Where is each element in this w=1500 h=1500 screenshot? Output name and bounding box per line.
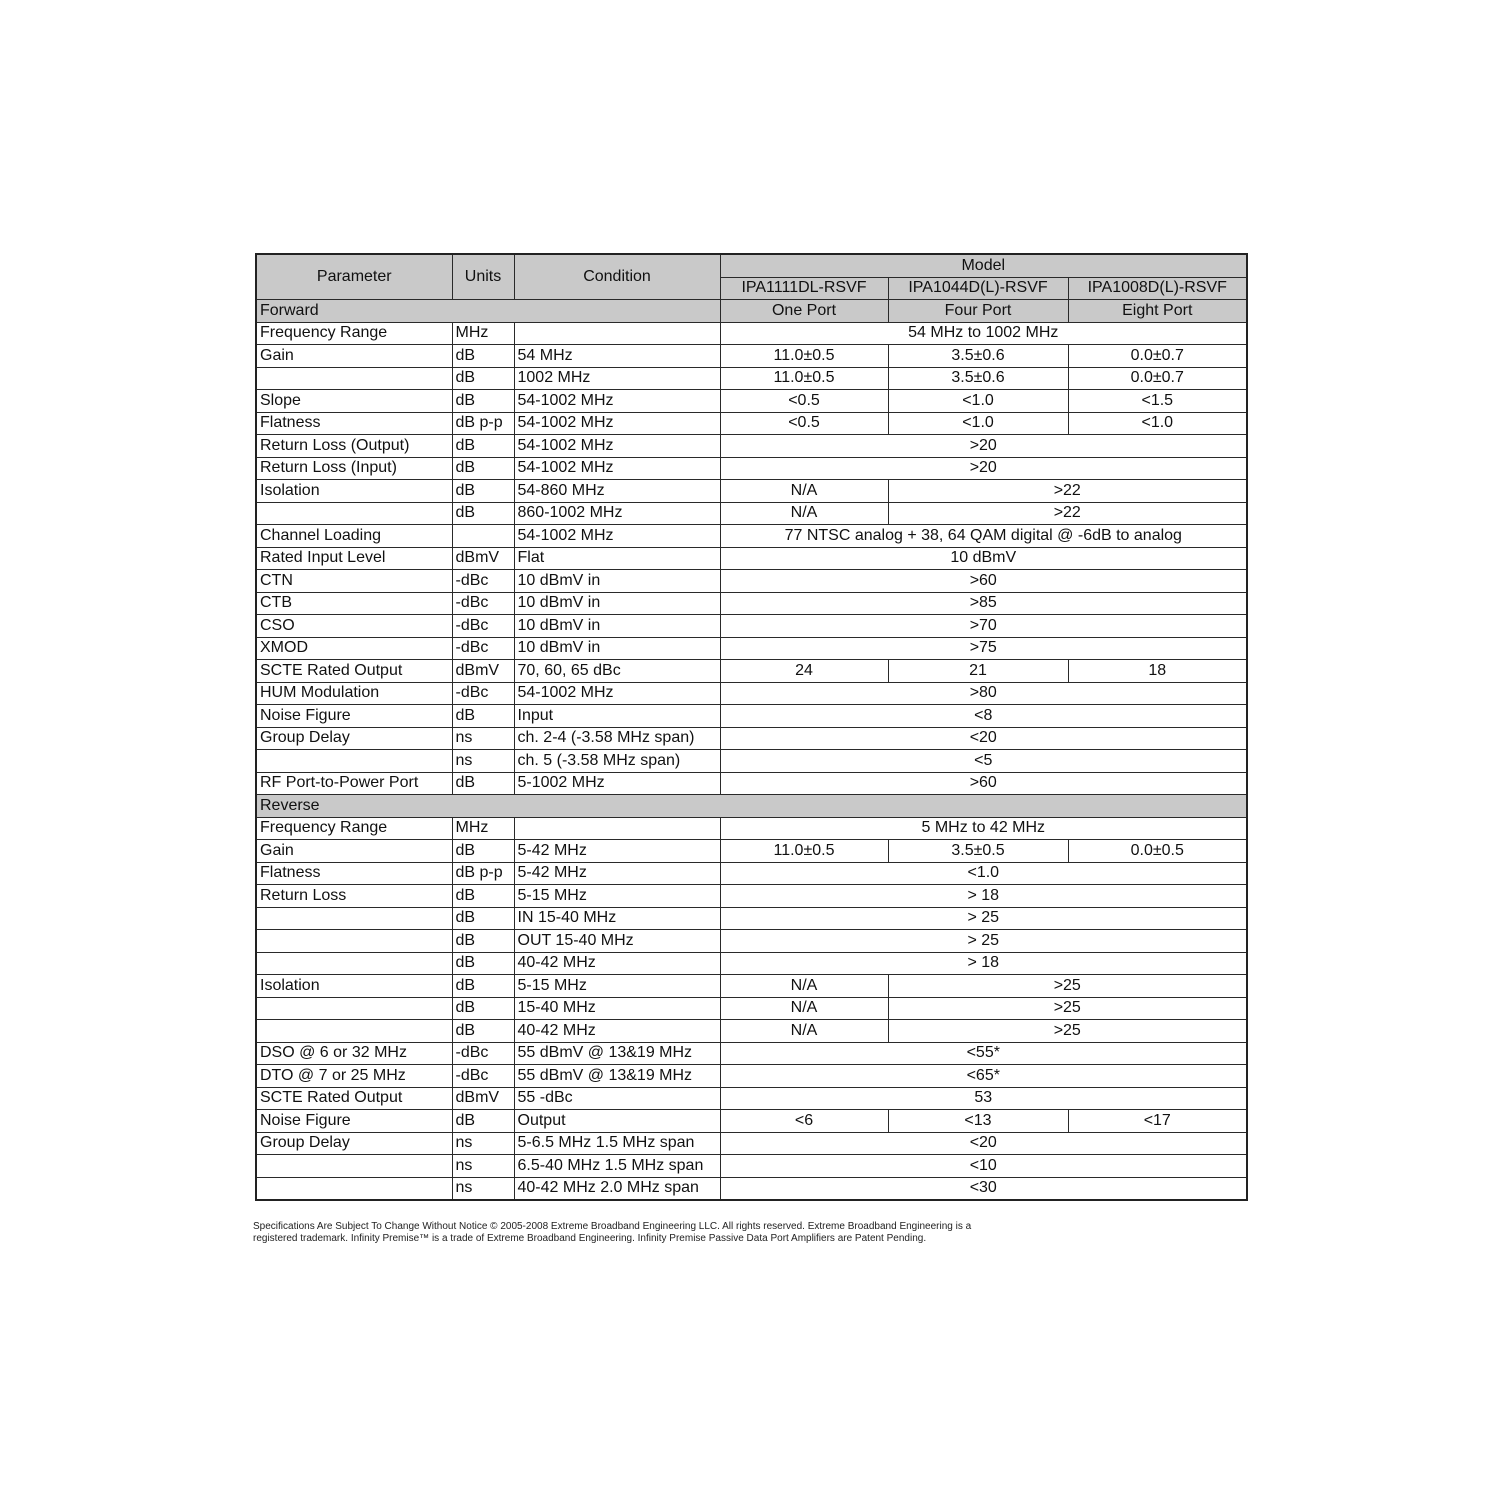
condition-cell: 10 dBmV in [514, 570, 720, 593]
units-cell: dB [452, 930, 514, 953]
condition-cell: Output [514, 1110, 720, 1133]
parameter-cell [256, 367, 452, 390]
table-row [256, 1020, 1247, 1043]
table-row [256, 682, 1247, 705]
units-cell: -dBc [452, 615, 514, 638]
value-cell: 3.5±0.6 [888, 367, 1068, 390]
value-cell: <1.0 [888, 412, 1068, 435]
value-cell: <30 [720, 1177, 1247, 1200]
header-model-eight-port: IPA1008D(L)-RSVF [1068, 277, 1247, 300]
parameter-cell: Rated Input Level [256, 547, 452, 570]
table-row [256, 907, 1247, 930]
condition-cell: 5-15 MHz [514, 975, 720, 998]
parameter-cell [256, 1177, 452, 1200]
condition-cell: 54-1002 MHz [514, 525, 720, 548]
table-row [256, 480, 1247, 503]
value-cell: 21 [888, 660, 1068, 683]
table-row [256, 615, 1247, 638]
condition-cell: 54-1002 MHz [514, 457, 720, 480]
condition-cell: IN 15-40 MHz [514, 907, 720, 930]
value-cell: N/A [720, 480, 888, 503]
footnote [253, 1221, 1253, 1245]
section-label: Reverse [256, 795, 1247, 818]
units-cell: dB p-p [452, 412, 514, 435]
units-cell: dB [452, 952, 514, 975]
table-row [256, 997, 1247, 1020]
condition-cell: 5-42 MHz [514, 862, 720, 885]
units-cell: dB [452, 840, 514, 863]
value-cell: N/A [720, 1020, 888, 1043]
value-cell: 0.0±0.5 [1068, 840, 1247, 863]
table-row [256, 412, 1247, 435]
value-cell: <65* [720, 1065, 1247, 1088]
condition-cell: 10 dBmV in [514, 615, 720, 638]
value-cell: >80 [720, 682, 1247, 705]
table-row [256, 1042, 1247, 1065]
condition-cell: 55 dBmV @ 13&19 MHz [514, 1065, 720, 1088]
value-cell: N/A [720, 975, 888, 998]
table-row [256, 1065, 1247, 1088]
table-row [256, 727, 1247, 750]
units-cell: dB [452, 502, 514, 525]
value-cell: > 18 [720, 952, 1247, 975]
value-cell: 53 [720, 1087, 1247, 1110]
header-model-one-port: IPA1111DL-RSVF [720, 277, 888, 300]
value-cell: 11.0±0.5 [720, 345, 888, 368]
table-row [256, 322, 1247, 345]
parameter-cell: Frequency Range [256, 817, 452, 840]
units-cell: ns [452, 1132, 514, 1155]
value-cell: 54 MHz to 1002 MHz [720, 322, 1247, 345]
units-cell: dB [452, 345, 514, 368]
value-cell: >25 [888, 997, 1247, 1020]
parameter-cell: Flatness [256, 862, 452, 885]
value-cell: >60 [720, 570, 1247, 593]
condition-cell: 55 -dBc [514, 1087, 720, 1110]
parameter-cell [256, 997, 452, 1020]
units-cell: ns [452, 1177, 514, 1200]
table-row [256, 750, 1247, 773]
value-cell: 24 [720, 660, 888, 683]
header-units: Units [452, 254, 514, 300]
condition-cell: 15-40 MHz [514, 997, 720, 1020]
value-cell: 5 MHz to 42 MHz [720, 817, 1247, 840]
table-header [256, 254, 1247, 300]
value-cell: <17 [1068, 1110, 1247, 1133]
units-cell: -dBc [452, 637, 514, 660]
units-cell: dB [452, 772, 514, 795]
units-cell: dBmV [452, 660, 514, 683]
value-cell: <10 [720, 1155, 1247, 1178]
port-label: One Port [720, 300, 888, 323]
units-cell: -dBc [452, 1042, 514, 1065]
units-cell: dB [452, 390, 514, 413]
parameter-cell [256, 502, 452, 525]
condition-cell: 54-1002 MHz [514, 412, 720, 435]
condition-cell: Input [514, 705, 720, 728]
parameter-cell: DSO @ 6 or 32 MHz [256, 1042, 452, 1065]
condition-cell: 54-1002 MHz [514, 682, 720, 705]
units-cell: MHz [452, 322, 514, 345]
parameter-cell: Return Loss (Input) [256, 457, 452, 480]
parameter-cell [256, 952, 452, 975]
value-cell: <20 [720, 1132, 1247, 1155]
units-cell: -dBc [452, 682, 514, 705]
condition-cell: 1002 MHz [514, 367, 720, 390]
parameter-cell: DTO @ 7 or 25 MHz [256, 1065, 452, 1088]
table-row [256, 1177, 1247, 1200]
units-cell: dB [452, 480, 514, 503]
condition-cell: 54-1002 MHz [514, 390, 720, 413]
value-cell: N/A [720, 997, 888, 1020]
condition-cell: ch. 5 (-3.58 MHz span) [514, 750, 720, 773]
units-cell: -dBc [452, 570, 514, 593]
condition-cell: ch. 2-4 (-3.58 MHz span) [514, 727, 720, 750]
condition-cell: 10 dBmV in [514, 637, 720, 660]
parameter-cell: Gain [256, 840, 452, 863]
parameter-cell: CTB [256, 592, 452, 615]
units-cell: dB [452, 997, 514, 1020]
parameter-cell: Noise Figure [256, 705, 452, 728]
value-cell: 11.0±0.5 [720, 840, 888, 863]
units-cell: ns [452, 1155, 514, 1178]
parameter-cell: Frequency Range [256, 322, 452, 345]
parameter-cell: Slope [256, 390, 452, 413]
value-cell: <0.5 [720, 390, 888, 413]
parameter-cell [256, 1020, 452, 1043]
units-cell: dB [452, 975, 514, 998]
parameter-cell: HUM Modulation [256, 682, 452, 705]
condition-cell: 860-1002 MHz [514, 502, 720, 525]
parameter-cell: Return Loss [256, 885, 452, 908]
table-row [256, 592, 1247, 615]
table-row [256, 637, 1247, 660]
value-cell: <55* [720, 1042, 1247, 1065]
table-row [256, 502, 1247, 525]
units-cell: ns [452, 727, 514, 750]
condition-cell: 40-42 MHz [514, 952, 720, 975]
value-cell: <1.0 [1068, 412, 1247, 435]
value-cell: <1.0 [720, 862, 1247, 885]
table-row [256, 862, 1247, 885]
parameter-cell [256, 750, 452, 773]
section-row [256, 795, 1247, 818]
units-cell: dB [452, 435, 514, 458]
condition-cell: 54-860 MHz [514, 480, 720, 503]
value-cell: <0.5 [720, 412, 888, 435]
spec-table [255, 253, 1248, 1201]
value-cell: >20 [720, 435, 1247, 458]
table-row [256, 457, 1247, 480]
value-cell: >22 [888, 502, 1247, 525]
value-cell: >75 [720, 637, 1247, 660]
table-row [256, 1132, 1247, 1155]
value-cell: 77 NTSC analog + 38, 64 QAM digital @ -6dB to analog [720, 525, 1247, 548]
value-cell: >25 [888, 1020, 1247, 1043]
table-row [256, 975, 1247, 998]
units-cell: -dBc [452, 592, 514, 615]
value-cell: >22 [888, 480, 1247, 503]
header-condition: Condition [514, 254, 720, 300]
table-row [256, 817, 1247, 840]
value-cell: 0.0±0.7 [1068, 367, 1247, 390]
table-row [256, 1155, 1247, 1178]
port-label: Eight Port [1068, 300, 1247, 323]
table-row [256, 952, 1247, 975]
section-label: Forward [256, 300, 720, 323]
parameter-cell: Flatness [256, 412, 452, 435]
table-row [256, 435, 1247, 458]
parameter-cell: Channel Loading [256, 525, 452, 548]
condition-cell: 40-42 MHz [514, 1020, 720, 1043]
value-cell: >25 [888, 975, 1247, 998]
value-cell: > 25 [720, 930, 1247, 953]
condition-cell: 40-42 MHz 2.0 MHz span [514, 1177, 720, 1200]
parameter-cell: Isolation [256, 975, 452, 998]
condition-cell [514, 817, 720, 840]
units-cell: dB [452, 457, 514, 480]
table-row [256, 840, 1247, 863]
units-cell: dB [452, 705, 514, 728]
condition-cell: Flat [514, 547, 720, 570]
value-cell: > 25 [720, 907, 1247, 930]
table-row [256, 885, 1247, 908]
parameter-cell: CTN [256, 570, 452, 593]
value-cell: <8 [720, 705, 1247, 728]
units-cell: dB [452, 1110, 514, 1133]
value-cell: N/A [720, 502, 888, 525]
condition-cell: 70, 60, 65 dBc [514, 660, 720, 683]
condition-cell: 10 dBmV in [514, 592, 720, 615]
value-cell: <1.5 [1068, 390, 1247, 413]
header-parameter: Parameter [256, 254, 452, 300]
footnote-line: registered trademark. Infinity Premise™ is a trade of Extreme Broadband Engineering. Infinity Premise Passive Data Port Amplifiers are Patent Pending. [253, 1233, 927, 1244]
table-row [256, 660, 1247, 683]
table-row [256, 1087, 1247, 1110]
value-cell: 0.0±0.7 [1068, 345, 1247, 368]
units-cell [452, 525, 514, 548]
value-cell: 10 dBmV [720, 547, 1247, 570]
table-row [256, 547, 1247, 570]
parameter-cell: Group Delay [256, 1132, 452, 1155]
value-cell: <13 [888, 1110, 1068, 1133]
parameter-cell [256, 907, 452, 930]
parameter-cell: Noise Figure [256, 1110, 452, 1133]
parameter-cell: Gain [256, 345, 452, 368]
value-cell: > 18 [720, 885, 1247, 908]
value-cell: 11.0±0.5 [720, 367, 888, 390]
units-cell: dB [452, 367, 514, 390]
parameter-cell [256, 930, 452, 953]
condition-cell: 5-15 MHz [514, 885, 720, 908]
parameter-cell: CSO [256, 615, 452, 638]
header-model: Model [720, 254, 1247, 277]
value-cell: 3.5±0.6 [888, 345, 1068, 368]
units-cell: MHz [452, 817, 514, 840]
value-cell: <1.0 [888, 390, 1068, 413]
condition-cell: 5-6.5 MHz 1.5 MHz span [514, 1132, 720, 1155]
table-row [256, 570, 1247, 593]
parameter-cell: Return Loss (Output) [256, 435, 452, 458]
condition-cell: 55 dBmV @ 13&19 MHz [514, 1042, 720, 1065]
table-row [256, 772, 1247, 795]
section-row [256, 300, 1247, 323]
table-row [256, 705, 1247, 728]
value-cell: >60 [720, 772, 1247, 795]
parameter-cell [256, 1155, 452, 1178]
value-cell: <20 [720, 727, 1247, 750]
units-cell: -dBc [452, 1065, 514, 1088]
units-cell: dB p-p [452, 862, 514, 885]
parameter-cell: RF Port-to-Power Port [256, 772, 452, 795]
condition-cell: 5-42 MHz [514, 840, 720, 863]
table-row [256, 390, 1247, 413]
header-model-four-port: IPA1044D(L)-RSVF [888, 277, 1068, 300]
value-cell: >85 [720, 592, 1247, 615]
condition-cell: 54 MHz [514, 345, 720, 368]
condition-cell [514, 322, 720, 345]
footnote-line: Specifications Are Subject To Change Without Notice © 2005-2008 Extreme Broadband Engineering LLC. All rights reserved. Extreme Broadband Engineering is a [253, 1221, 972, 1232]
table-row [256, 345, 1247, 368]
table-row [256, 525, 1247, 548]
parameter-cell: SCTE Rated Output [256, 1087, 452, 1110]
condition-cell: 5-1002 MHz [514, 772, 720, 795]
table-row [256, 367, 1247, 390]
condition-cell: 54-1002 MHz [514, 435, 720, 458]
units-cell: dBmV [452, 1087, 514, 1110]
table-row [256, 1110, 1247, 1133]
port-label: Four Port [888, 300, 1068, 323]
condition-cell: 6.5-40 MHz 1.5 MHz span [514, 1155, 720, 1178]
condition-cell: OUT 15-40 MHz [514, 930, 720, 953]
units-cell: dBmV [452, 547, 514, 570]
value-cell: <5 [720, 750, 1247, 773]
units-cell: dB [452, 885, 514, 908]
parameter-cell: SCTE Rated Output [256, 660, 452, 683]
parameter-cell: XMOD [256, 637, 452, 660]
units-cell: dB [452, 907, 514, 930]
value-cell: >70 [720, 615, 1247, 638]
table-row [256, 930, 1247, 953]
value-cell: 3.5±0.5 [888, 840, 1068, 863]
value-cell: >20 [720, 457, 1247, 480]
units-cell: ns [452, 750, 514, 773]
table-body [256, 300, 1247, 1201]
parameter-cell: Group Delay [256, 727, 452, 750]
units-cell: dB [452, 1020, 514, 1043]
parameter-cell: Isolation [256, 480, 452, 503]
value-cell: 18 [1068, 660, 1247, 683]
value-cell: <6 [720, 1110, 888, 1133]
